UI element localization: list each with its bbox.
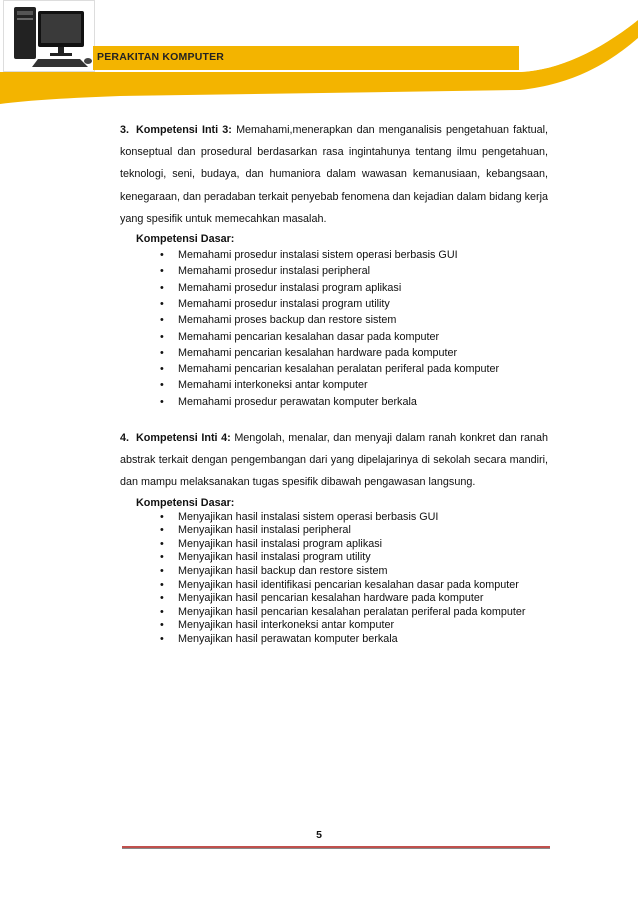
page-title: PERAKITAN KOMPUTER <box>97 51 225 63</box>
ki4-paragraph <box>120 427 548 494</box>
list-item: • Memahami interkoneksi antar komputer <box>160 379 368 392</box>
list-item: • Memahami proses backup dan restore sistem <box>160 314 397 327</box>
ki3-heading: Kompetensi Inti 3: <box>136 124 232 136</box>
list-item: • Memahami pencarian kesalahan peralatan periferal pada komputer <box>160 363 500 376</box>
list-item: • Memahami prosedur instalasi program utility <box>160 297 390 310</box>
list-item: • Memahami pencarian kesalahan hardware pada komputer <box>160 346 458 359</box>
ki4-text: Mengolah, menalar, dan menyaji dalam ranah konkret dan ranah abstrak terkait dengan pengembangan dari yang dipelajarinya di sekolah secara mandiri, dan mampu melaksanakan tugas spesifik dibawah pengawasan langsung. <box>120 432 548 489</box>
list-item: • Memahami prosedur instalasi program aplikasi <box>160 281 402 294</box>
list-item: • Menyajikan hasil backup dan restore sistem <box>160 564 388 577</box>
list-item: • Menyajikan hasil instalasi program utility <box>160 551 371 564</box>
list-item: • Memahami pencarian kesalahan dasar pada komputer <box>160 330 440 343</box>
list-item: • Memahami prosedur instalasi sistem operasi berbasis GUI <box>160 249 458 262</box>
ki3-list <box>120 247 548 410</box>
ki3-text: Memahami,menerapkan dan menganalisis pengetahuan faktual, konseptual dan prosedural berdasarkan rasa ingintahunya tentang ilmu pengetahuan, teknologi, seni, budaya, dan humaniora dalam wawasan kemanusiaan, kebangsaan, kenegaraan, dan peradaban terkait penyebab fenomena dan kejadian dalam bidang kerja yang spesifik untuk memecahkan masalah. <box>120 124 548 225</box>
ki3-number: 3. <box>120 124 130 136</box>
page-header <box>0 0 638 110</box>
list-item: • Memahami prosedur instalasi peripheral <box>160 265 371 278</box>
list-item: • Menyajikan hasil instalasi sistem operasi berbasis GUI <box>160 510 439 523</box>
section-kompetensi-inti-3 <box>120 119 548 410</box>
list-item: • Menyajikan hasil pencarian kesalahan hardware pada komputer <box>160 592 484 605</box>
list-item: • Menyajikan hasil instalasi program aplikasi <box>160 537 383 550</box>
ki4-kd-label: Kompetensi Dasar: <box>136 496 235 509</box>
list-item: • Menyajikan hasil pencarian kesalahan peralatan periferal pada komputer <box>160 605 526 618</box>
ki4-heading: Kompetensi Inti 4: <box>136 432 231 444</box>
ki3-kd-label: Kompetensi Dasar: <box>136 233 235 246</box>
ki4-list <box>120 511 548 647</box>
section-kompetensi-inti-4 <box>120 427 548 647</box>
list-item: • Menyajikan hasil instalasi peripheral <box>160 524 351 537</box>
list-item: • Memahami prosedur perawatan komputer berkala <box>160 395 417 408</box>
ki3-paragraph <box>120 119 548 230</box>
ki4-number: 4. <box>120 432 130 444</box>
computer-icon <box>3 0 95 72</box>
page-number: 5 <box>316 829 322 841</box>
list-item: • Menyajikan hasil identifikasi pencarian kesalahan dasar pada komputer <box>160 578 519 591</box>
list-item: • Menyajikan hasil perawatan komputer berkala <box>160 632 398 645</box>
footer-rule-shadow <box>122 848 550 849</box>
list-item: • Menyajikan hasil interkoneksi antar komputer <box>160 619 395 632</box>
